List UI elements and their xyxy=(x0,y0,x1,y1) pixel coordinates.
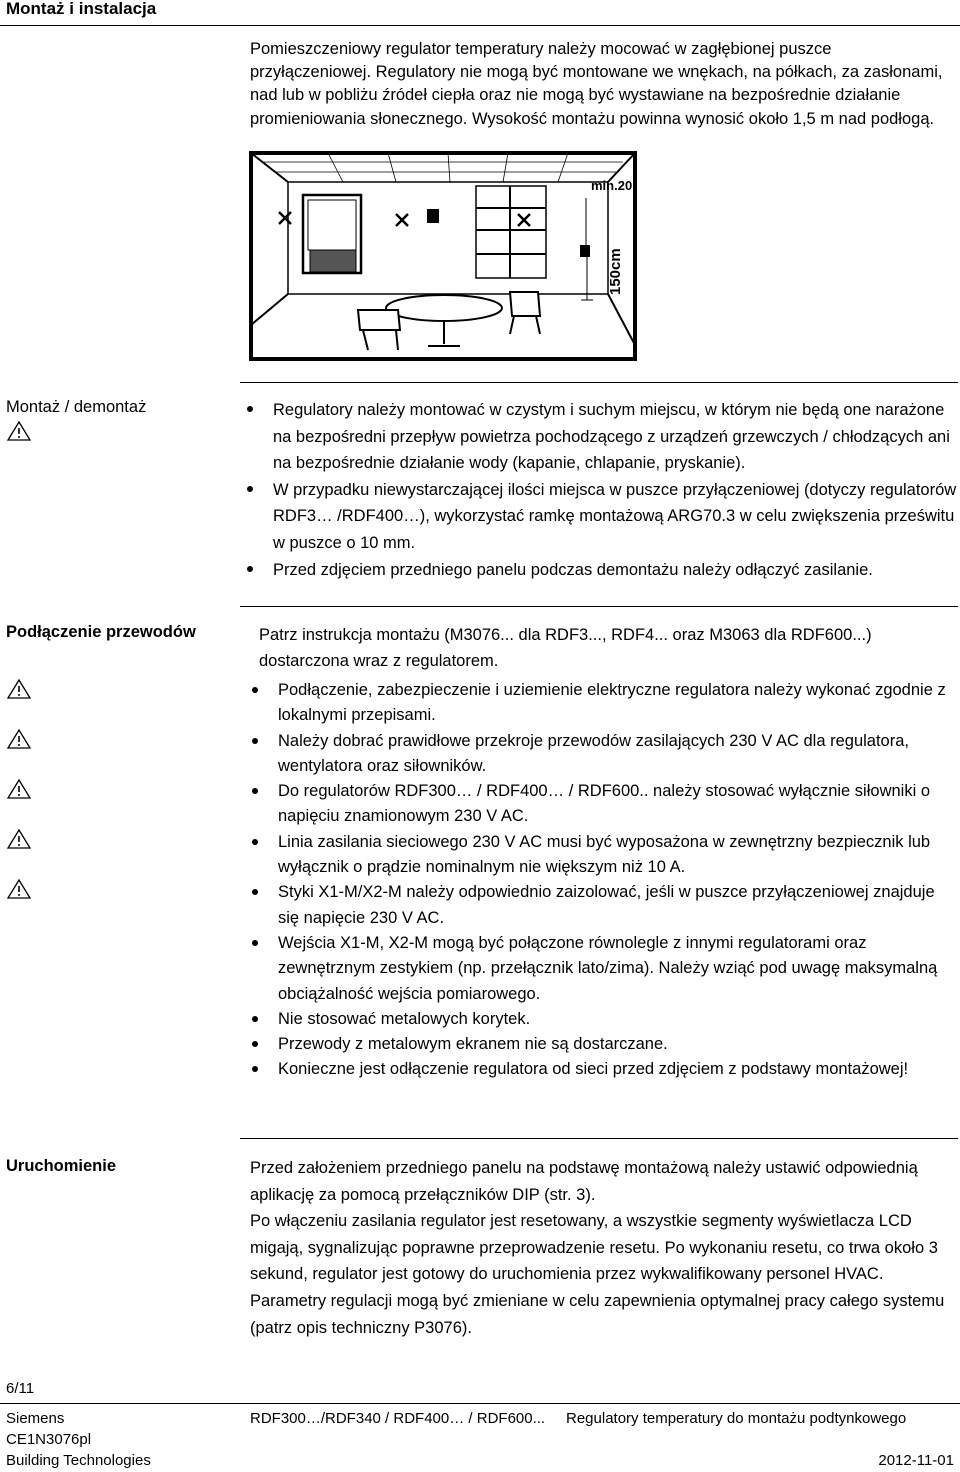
section-label-podlaczenie: Podłączenie przewodów xyxy=(6,623,196,641)
min-distance-label: min.20 xyxy=(591,178,633,193)
list-item: Konieczne jest odłączenie regulatora od sieci przed zdjęciem z podstawy montażowej! xyxy=(252,1057,960,1082)
uruchomienie-text xyxy=(250,1155,955,1341)
list-item: W przypadku niewystarczającej ilości miejsca w puszce przyłączeniowej (dotyczy regulatorów RDF3… /RDF400…), wykorzystać ramkę montażową ARG70.3 w celu zwiększenia prześwitu w puszce o 10 mm. xyxy=(247,477,959,557)
footer-date: 2012-11-01 xyxy=(878,1452,954,1469)
footer-company: Siemens xyxy=(6,1410,65,1427)
footer-doc-id: CE1N3076pl xyxy=(6,1430,92,1448)
footer-division: Building Technologies xyxy=(6,1451,151,1469)
list-item: Należy dobrać prawidłowe przekroje przewodów zasilających 230 V AC dla regulatora, wentylatora oraz siłowników. xyxy=(252,729,960,780)
section-rule xyxy=(240,382,958,383)
list-item: Nie stosować metalowych korytek. xyxy=(252,1007,960,1032)
page-number: 6/11 xyxy=(6,1380,35,1397)
section-label-montaz: Montaż / demontaż xyxy=(6,398,147,416)
list-item: Linia zasilania sieciowego 230 V AC musi być wyposażona w zewnętrzny bezpiecznik lub wyłącznik o prądzie nominalnym nie większym niż 10 A. xyxy=(252,830,960,881)
montaz-bullet-list xyxy=(247,397,959,583)
paragraph: Parametry regulacji mogą być zmieniane w celu zapewnienia optymalnej pracy całego systemu (patrz opis techniczny P3076). xyxy=(250,1291,945,1337)
warning-icon xyxy=(6,420,32,442)
warning-icon xyxy=(6,828,32,850)
podlaczenie-intro: Patrz instrukcja montażu (M3076... dla RDF3..., RDF4... oraz M3063 dla RDF600...) dostarczona wraz z regulatorem. xyxy=(259,626,872,670)
header-rule xyxy=(0,25,960,26)
list-item: Podłączenie, zabezpieczenie i uziemienie elektryczne regulatora należy wykonać zgodnie z lokalnymi przepisami. xyxy=(252,678,960,729)
room-installation-illustration xyxy=(248,150,638,362)
warning-icon xyxy=(6,678,32,700)
list-item: Styki X1-M/X2-M należy odpowiednio zaizolować, jeśli w puszce przyłączeniowej znajduje się napięcie 230 V AC. xyxy=(252,880,960,931)
list-item: Przewody z metalowym ekranem nie są dostarczane. xyxy=(252,1032,960,1057)
footer-left xyxy=(6,1409,151,1471)
height-label: 150cm xyxy=(607,248,624,295)
list-item: Regulatory należy montować w czystym i suchym miejscu, w którym nie będą one narażone na bezpośredni przepływ powietrza pochodzącego z urządzeń grzewczych / chłodzących ani na bezpośrednie działanie wody (kapanie, chlapanie, pryskanie). xyxy=(247,397,959,477)
list-item: Do regulatorów RDF300… / RDF400… / RDF600.. należy stosować wyłącznie siłowniki o napięciu znamionowym 230 V AC. xyxy=(252,779,960,830)
warning-icon xyxy=(6,778,32,800)
footer-models: RDF300…/RDF340 / RDF400… / RDF600... xyxy=(250,1410,546,1427)
list-item: Wejścia X1-M, X2-M mogą być połączone równolegle z innymi regulatorami oraz zewnętrznym zestykiem (np. przełącznik lato/zima). Należy wziąć pod uwagę maksymalną obciążalność wejścia pomiarowego. xyxy=(252,931,960,1007)
podlaczenie-bullet-list xyxy=(252,678,960,1083)
footer-product: Regulatory temperatury do montażu podtynkowego xyxy=(566,1410,907,1427)
footer-rule xyxy=(0,1403,960,1404)
section-label-uruchomienie: Uruchomienie xyxy=(6,1157,117,1175)
warning-icon xyxy=(6,878,32,900)
section-rule xyxy=(240,606,958,607)
warning-icon xyxy=(6,728,32,750)
intro-paragraph: Pomieszczeniowy regulator temperatury należy mocować w zagłębionej puszce przyłączeniowej. Regulatory nie mogą być montowane we wnękach, na półkach, za zasłonami, nad lub w pobliżu źródeł ciepła oraz nie mogą być wystawiane na bezpośrednie działanie promieniowania słonecznego. Wysokość montażu powinna wynosić około 1,5 m nad podłogą. xyxy=(250,40,943,128)
paragraph: Po włączeniu zasilania regulator jest resetowany, a wszystkie segmenty wyświetlacza LCD migają, sygnalizując poprawne przeprowadzenie resetu. Po wykonaniu resetu, co trwa około 3 sekund, regulator jest gotowy do uruchomienia przez wykwalifikowany personel HVAC. xyxy=(250,1212,938,1284)
section-rule xyxy=(240,1138,958,1139)
paragraph: Przed założeniem przedniego panelu na podstawę montażową należy ustawić odpowiednią aplikację za pomocą przełączników DIP (str. 3). xyxy=(250,1159,918,1204)
page-title: Montaż i instalacja xyxy=(6,0,157,18)
list-item: Przed zdjęciem przedniego panelu podczas demontażu należy odłączyć zasilanie. xyxy=(247,557,959,584)
